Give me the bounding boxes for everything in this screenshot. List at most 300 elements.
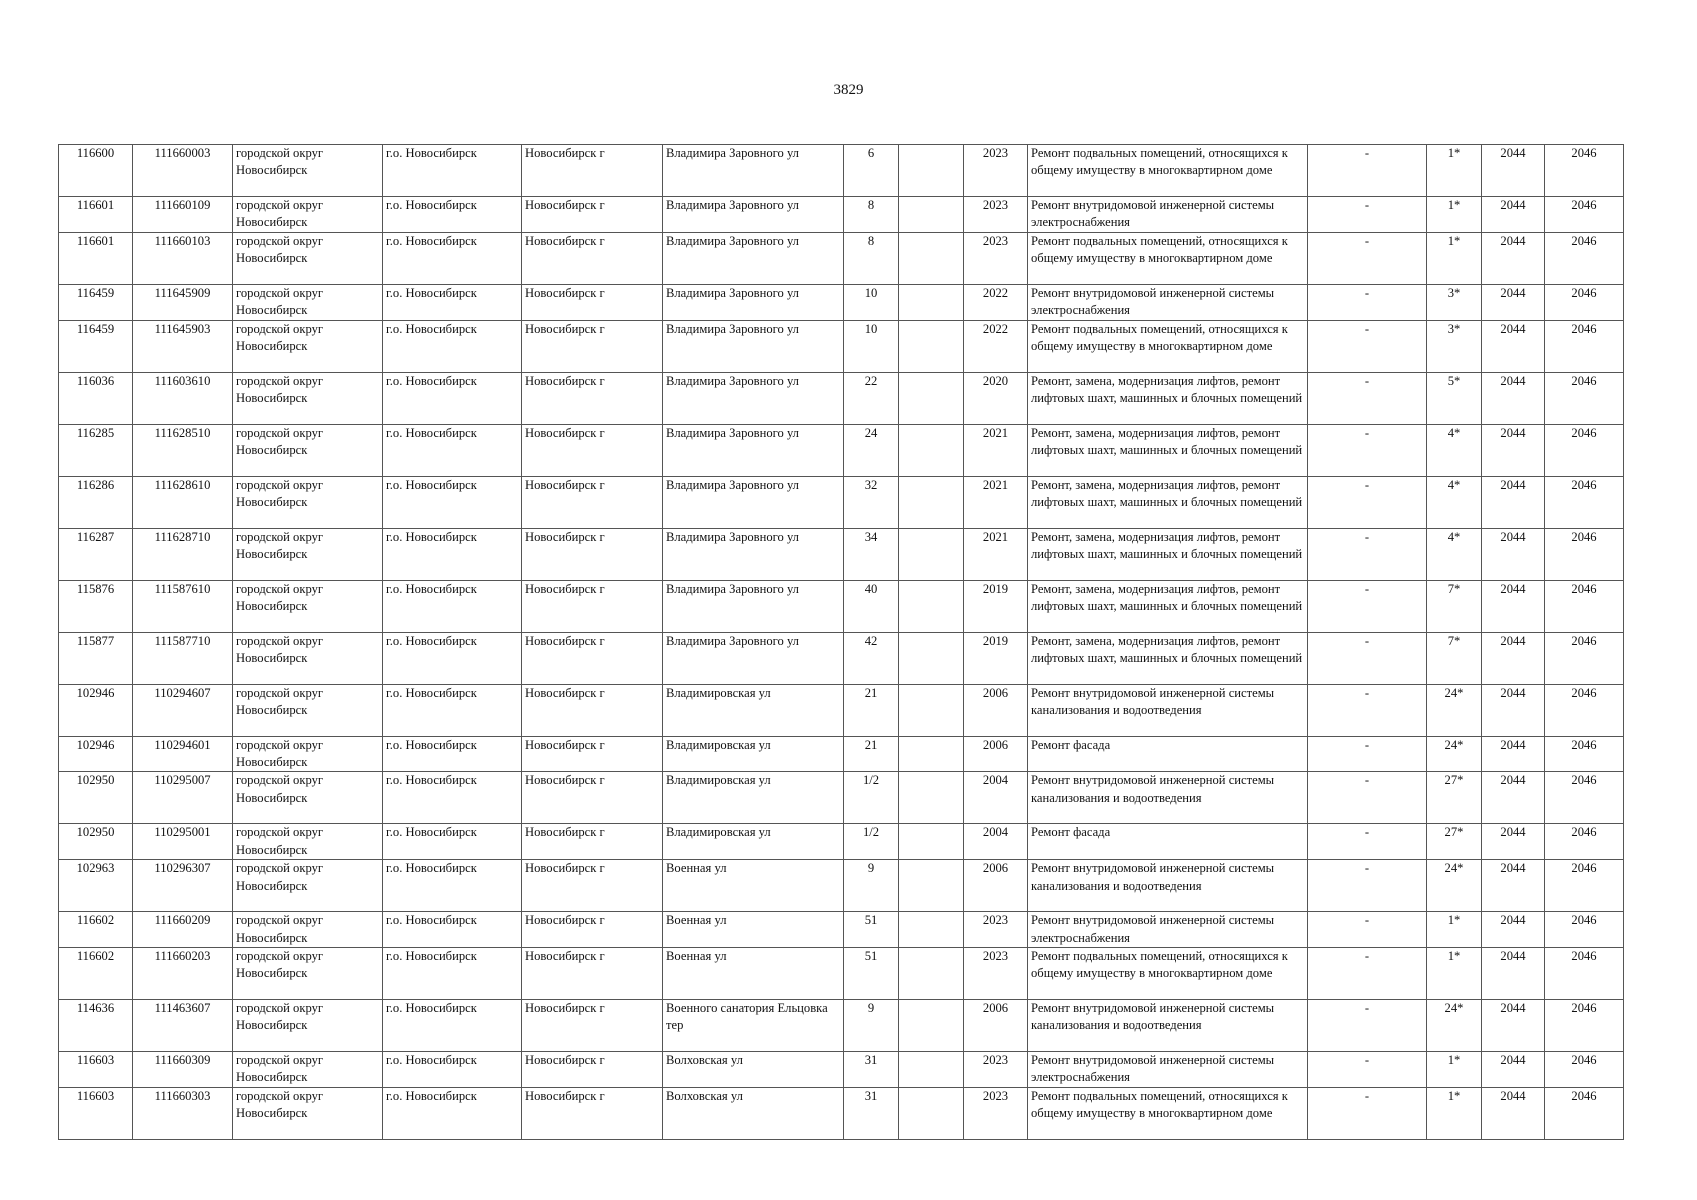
cell-district: г.о. Новосибирск xyxy=(383,145,522,197)
cell-record-id: 116286 xyxy=(59,476,133,528)
cell-end-year: 2046 xyxy=(1545,580,1624,632)
cell-municipality: городской округ Новосибирск xyxy=(233,684,383,736)
cell-settlement: Новосибирск г xyxy=(522,145,663,197)
cell-house-number: 32 xyxy=(844,476,899,528)
cell-settlement: Новосибирск г xyxy=(522,1052,663,1088)
cell-street: Владимира Заровного ул xyxy=(663,528,844,580)
cell-value-dash: - xyxy=(1308,145,1427,197)
cell-value-dash: - xyxy=(1308,736,1427,772)
cell-building xyxy=(899,736,964,772)
cell-district: г.о. Новосибирск xyxy=(383,197,522,233)
cell-district: г.о. Новосибирск xyxy=(383,320,522,372)
cell-street: Владимира Заровного ул xyxy=(663,320,844,372)
cell-building xyxy=(899,824,964,860)
cell-count: 7* xyxy=(1427,632,1482,684)
cell-record-id: 116459 xyxy=(59,320,133,372)
cell-count: 4* xyxy=(1427,476,1482,528)
cell-work-type: Ремонт, замена, модернизация лифтов, ремонт лифтовых шахт, машинных и блочных помещений xyxy=(1028,528,1308,580)
cell-street: Владимира Заровного ул xyxy=(663,580,844,632)
cell-house-number: 24 xyxy=(844,424,899,476)
cell-year: 2023 xyxy=(964,232,1028,284)
cell-settlement: Новосибирск г xyxy=(522,528,663,580)
cell-count: 7* xyxy=(1427,580,1482,632)
cell-record-id: 115877 xyxy=(59,632,133,684)
cell-count: 4* xyxy=(1427,528,1482,580)
cell-work-type: Ремонт подвальных помещений, относящихся к общему имуществу в многоквартирном доме xyxy=(1028,320,1308,372)
table-row xyxy=(59,320,1624,372)
table-row xyxy=(59,948,1624,1000)
cell-street: Волховская ул xyxy=(663,1052,844,1088)
cell-settlement: Новосибирск г xyxy=(522,424,663,476)
table-row xyxy=(59,424,1624,476)
table-row xyxy=(59,824,1624,860)
cell-value-dash: - xyxy=(1308,476,1427,528)
cell-building xyxy=(899,424,964,476)
cell-district: г.о. Новосибирск xyxy=(383,580,522,632)
cell-record-id: 116601 xyxy=(59,232,133,284)
cell-street: Владимира Заровного ул xyxy=(663,632,844,684)
cell-municipality: городской округ Новосибирск xyxy=(233,824,383,860)
cell-work-type: Ремонт, замена, модернизация лифтов, ремонт лифтовых шахт, машинных и блочных помещений xyxy=(1028,632,1308,684)
cell-work-code: 110294601 xyxy=(133,736,233,772)
cell-work-type: Ремонт внутридомовой инженерной системы электроснабжения xyxy=(1028,1052,1308,1088)
cell-record-id: 102946 xyxy=(59,684,133,736)
cell-start-year: 2044 xyxy=(1482,1052,1545,1088)
cell-municipality: городской округ Новосибирск xyxy=(233,476,383,528)
cell-work-code: 111463607 xyxy=(133,1000,233,1052)
cell-work-code: 111645903 xyxy=(133,320,233,372)
table-row xyxy=(59,632,1624,684)
cell-value-dash: - xyxy=(1308,1052,1427,1088)
cell-end-year: 2046 xyxy=(1545,528,1624,580)
cell-end-year: 2046 xyxy=(1545,424,1624,476)
cell-start-year: 2044 xyxy=(1482,528,1545,580)
cell-house-number: 8 xyxy=(844,197,899,233)
cell-work-code: 110295007 xyxy=(133,772,233,824)
cell-year: 2019 xyxy=(964,632,1028,684)
cell-start-year: 2044 xyxy=(1482,197,1545,233)
cell-house-number: 10 xyxy=(844,284,899,320)
cell-municipality: городской округ Новосибирск xyxy=(233,948,383,1000)
cell-start-year: 2044 xyxy=(1482,824,1545,860)
cell-street: Владимира Заровного ул xyxy=(663,145,844,197)
cell-start-year: 2044 xyxy=(1482,1087,1545,1139)
cell-district: г.о. Новосибирск xyxy=(383,948,522,1000)
cell-municipality: городской округ Новосибирск xyxy=(233,736,383,772)
table-row xyxy=(59,684,1624,736)
cell-street: Владимировская ул xyxy=(663,736,844,772)
cell-settlement: Новосибирск г xyxy=(522,824,663,860)
cell-year: 2023 xyxy=(964,145,1028,197)
cell-municipality: городской округ Новосибирск xyxy=(233,772,383,824)
cell-record-id: 116285 xyxy=(59,424,133,476)
cell-street: Владимира Заровного ул xyxy=(663,232,844,284)
page-number: 3829 xyxy=(833,82,864,98)
table-row xyxy=(59,580,1624,632)
cell-work-type: Ремонт внутридомовой инженерной системы канализования и водоотведения xyxy=(1028,860,1308,912)
cell-end-year: 2046 xyxy=(1545,824,1624,860)
cell-district: г.о. Новосибирск xyxy=(383,912,522,948)
cell-settlement: Новосибирск г xyxy=(522,580,663,632)
cell-municipality: городской округ Новосибирск xyxy=(233,912,383,948)
cell-house-number: 42 xyxy=(844,632,899,684)
cell-settlement: Новосибирск г xyxy=(522,736,663,772)
cell-district: г.о. Новосибирск xyxy=(383,424,522,476)
cell-record-id: 116036 xyxy=(59,372,133,424)
cell-record-id: 102950 xyxy=(59,824,133,860)
cell-value-dash: - xyxy=(1308,232,1427,284)
cell-end-year: 2046 xyxy=(1545,476,1624,528)
cell-end-year: 2046 xyxy=(1545,197,1624,233)
cell-value-dash: - xyxy=(1308,528,1427,580)
cell-end-year: 2046 xyxy=(1545,1052,1624,1088)
cell-start-year: 2044 xyxy=(1482,860,1545,912)
cell-street: Военная ул xyxy=(663,860,844,912)
cell-count: 1* xyxy=(1427,232,1482,284)
cell-district: г.о. Новосибирск xyxy=(383,372,522,424)
cell-house-number: 9 xyxy=(844,860,899,912)
cell-value-dash: - xyxy=(1308,424,1427,476)
table-row xyxy=(59,860,1624,912)
cell-year: 2006 xyxy=(964,736,1028,772)
cell-start-year: 2044 xyxy=(1482,372,1545,424)
cell-record-id: 114636 xyxy=(59,1000,133,1052)
cell-house-number: 21 xyxy=(844,736,899,772)
cell-end-year: 2046 xyxy=(1545,912,1624,948)
cell-municipality: городской округ Новосибирск xyxy=(233,232,383,284)
cell-count: 24* xyxy=(1427,736,1482,772)
cell-municipality: городской округ Новосибирск xyxy=(233,860,383,912)
table-row xyxy=(59,1087,1624,1139)
cell-start-year: 2044 xyxy=(1482,232,1545,284)
cell-work-type: Ремонт подвальных помещений, относящихся к общему имуществу в многоквартирном доме xyxy=(1028,948,1308,1000)
cell-house-number: 1/2 xyxy=(844,772,899,824)
cell-record-id: 116459 xyxy=(59,284,133,320)
cell-work-code: 110294607 xyxy=(133,684,233,736)
cell-district: г.о. Новосибирск xyxy=(383,1052,522,1088)
cell-count: 3* xyxy=(1427,320,1482,372)
cell-building xyxy=(899,1087,964,1139)
cell-count: 27* xyxy=(1427,772,1482,824)
cell-building xyxy=(899,372,964,424)
cell-start-year: 2044 xyxy=(1482,632,1545,684)
cell-value-dash: - xyxy=(1308,860,1427,912)
cell-municipality: городской округ Новосибирск xyxy=(233,372,383,424)
cell-start-year: 2044 xyxy=(1482,424,1545,476)
cell-street: Владимира Заровного ул xyxy=(663,284,844,320)
cell-building xyxy=(899,232,964,284)
cell-work-code: 111628610 xyxy=(133,476,233,528)
cell-work-code: 111603610 xyxy=(133,372,233,424)
cell-count: 1* xyxy=(1427,1087,1482,1139)
cell-end-year: 2046 xyxy=(1545,145,1624,197)
table-row xyxy=(59,1052,1624,1088)
cell-district: г.о. Новосибирск xyxy=(383,1000,522,1052)
cell-year: 2004 xyxy=(964,772,1028,824)
cell-work-code: 111628510 xyxy=(133,424,233,476)
cell-house-number: 31 xyxy=(844,1087,899,1139)
cell-settlement: Новосибирск г xyxy=(522,320,663,372)
cell-count: 24* xyxy=(1427,860,1482,912)
table-row xyxy=(59,145,1624,197)
cell-work-type: Ремонт внутридомовой инженерной системы электроснабжения xyxy=(1028,912,1308,948)
cell-street: Владимировская ул xyxy=(663,824,844,860)
cell-end-year: 2046 xyxy=(1545,948,1624,1000)
cell-settlement: Новосибирск г xyxy=(522,1000,663,1052)
cell-building xyxy=(899,145,964,197)
cell-work-code: 111645909 xyxy=(133,284,233,320)
cell-value-dash: - xyxy=(1308,824,1427,860)
cell-house-number: 40 xyxy=(844,580,899,632)
cell-building xyxy=(899,912,964,948)
cell-end-year: 2046 xyxy=(1545,320,1624,372)
cell-value-dash: - xyxy=(1308,580,1427,632)
cell-work-code: 110295001 xyxy=(133,824,233,860)
cell-district: г.о. Новосибирск xyxy=(383,284,522,320)
cell-record-id: 116602 xyxy=(59,948,133,1000)
cell-count: 1* xyxy=(1427,912,1482,948)
cell-building xyxy=(899,772,964,824)
cell-municipality: городской округ Новосибирск xyxy=(233,1000,383,1052)
cell-start-year: 2044 xyxy=(1482,772,1545,824)
cell-settlement: Новосибирск г xyxy=(522,232,663,284)
cell-year: 2023 xyxy=(964,1052,1028,1088)
cell-municipality: городской округ Новосибирск xyxy=(233,197,383,233)
cell-record-id: 116603 xyxy=(59,1052,133,1088)
cell-start-year: 2044 xyxy=(1482,145,1545,197)
cell-building xyxy=(899,860,964,912)
cell-year: 2022 xyxy=(964,284,1028,320)
cell-district: г.о. Новосибирск xyxy=(383,824,522,860)
cell-house-number: 51 xyxy=(844,948,899,1000)
table-row xyxy=(59,912,1624,948)
cell-work-code: 111660209 xyxy=(133,912,233,948)
cell-street: Военная ул xyxy=(663,912,844,948)
cell-house-number: 31 xyxy=(844,1052,899,1088)
cell-building xyxy=(899,476,964,528)
cell-street: Военного санатория Ельцовка тер xyxy=(663,1000,844,1052)
cell-street: Владимировская ул xyxy=(663,772,844,824)
cell-work-type: Ремонт, замена, модернизация лифтов, ремонт лифтовых шахт, машинных и блочных помещений xyxy=(1028,580,1308,632)
cell-year: 2006 xyxy=(964,1000,1028,1052)
cell-start-year: 2044 xyxy=(1482,684,1545,736)
cell-building xyxy=(899,632,964,684)
cell-count: 1* xyxy=(1427,948,1482,1000)
cell-year: 2021 xyxy=(964,476,1028,528)
cell-year: 2019 xyxy=(964,580,1028,632)
cell-end-year: 2046 xyxy=(1545,372,1624,424)
cell-year: 2023 xyxy=(964,948,1028,1000)
cell-start-year: 2044 xyxy=(1482,476,1545,528)
cell-street: Военная ул xyxy=(663,948,844,1000)
cell-year: 2021 xyxy=(964,424,1028,476)
cell-end-year: 2046 xyxy=(1545,772,1624,824)
cell-district: г.о. Новосибирск xyxy=(383,1087,522,1139)
cell-year: 2020 xyxy=(964,372,1028,424)
table-row xyxy=(59,772,1624,824)
cell-street: Владимировская ул xyxy=(663,684,844,736)
cell-end-year: 2046 xyxy=(1545,736,1624,772)
cell-settlement: Новосибирск г xyxy=(522,284,663,320)
cell-building xyxy=(899,948,964,1000)
cell-municipality: городской округ Новосибирск xyxy=(233,528,383,580)
table-row xyxy=(59,528,1624,580)
cell-settlement: Новосибирск г xyxy=(522,372,663,424)
cell-year: 2023 xyxy=(964,912,1028,948)
cell-district: г.о. Новосибирск xyxy=(383,632,522,684)
cell-municipality: городской округ Новосибирск xyxy=(233,145,383,197)
cell-end-year: 2046 xyxy=(1545,684,1624,736)
cell-work-type: Ремонт, замена, модернизация лифтов, ремонт лифтовых шахт, машинных и блочных помещений xyxy=(1028,476,1308,528)
cell-street: Владимира Заровного ул xyxy=(663,197,844,233)
cell-building xyxy=(899,284,964,320)
cell-district: г.о. Новосибирск xyxy=(383,684,522,736)
cell-value-dash: - xyxy=(1308,320,1427,372)
table-row xyxy=(59,736,1624,772)
cell-district: г.о. Новосибирск xyxy=(383,860,522,912)
cell-house-number: 6 xyxy=(844,145,899,197)
cell-settlement: Новосибирск г xyxy=(522,1087,663,1139)
cell-start-year: 2044 xyxy=(1482,1000,1545,1052)
cell-settlement: Новосибирск г xyxy=(522,197,663,233)
cell-value-dash: - xyxy=(1308,772,1427,824)
cell-municipality: городской округ Новосибирск xyxy=(233,1087,383,1139)
cell-building xyxy=(899,197,964,233)
cell-street: Владимира Заровного ул xyxy=(663,476,844,528)
table-row xyxy=(59,1000,1624,1052)
cell-street: Волховская ул xyxy=(663,1087,844,1139)
cell-value-dash: - xyxy=(1308,1000,1427,1052)
cell-house-number: 34 xyxy=(844,528,899,580)
cell-value-dash: - xyxy=(1308,1087,1427,1139)
cell-record-id: 116287 xyxy=(59,528,133,580)
cell-district: г.о. Новосибирск xyxy=(383,476,522,528)
cell-record-id: 116603 xyxy=(59,1087,133,1139)
cell-start-year: 2044 xyxy=(1482,580,1545,632)
cell-street: Владимира Заровного ул xyxy=(663,372,844,424)
cell-district: г.о. Новосибирск xyxy=(383,772,522,824)
cell-count: 1* xyxy=(1427,145,1482,197)
cell-record-id: 116600 xyxy=(59,145,133,197)
cell-value-dash: - xyxy=(1308,912,1427,948)
cell-end-year: 2046 xyxy=(1545,284,1624,320)
cell-count: 27* xyxy=(1427,824,1482,860)
cell-record-id: 116602 xyxy=(59,912,133,948)
cell-year: 2023 xyxy=(964,1087,1028,1139)
cell-work-code: 111660003 xyxy=(133,145,233,197)
cell-value-dash: - xyxy=(1308,684,1427,736)
cell-district: г.о. Новосибирск xyxy=(383,736,522,772)
cell-work-code: 111587610 xyxy=(133,580,233,632)
cell-count: 5* xyxy=(1427,372,1482,424)
cell-count: 24* xyxy=(1427,1000,1482,1052)
table-row xyxy=(59,476,1624,528)
cell-count: 1* xyxy=(1427,1052,1482,1088)
cell-building xyxy=(899,580,964,632)
cell-record-id: 115876 xyxy=(59,580,133,632)
repair-register-table xyxy=(58,144,1624,1140)
cell-year: 2006 xyxy=(964,684,1028,736)
cell-work-code: 111660309 xyxy=(133,1052,233,1088)
cell-count: 3* xyxy=(1427,284,1482,320)
cell-work-type: Ремонт внутридомовой инженерной системы канализования и водоотведения xyxy=(1028,684,1308,736)
cell-house-number: 1/2 xyxy=(844,824,899,860)
table-row xyxy=(59,232,1624,284)
cell-value-dash: - xyxy=(1308,197,1427,233)
cell-settlement: Новосибирск г xyxy=(522,632,663,684)
cell-end-year: 2046 xyxy=(1545,860,1624,912)
cell-work-code: 111660303 xyxy=(133,1087,233,1139)
cell-end-year: 2046 xyxy=(1545,632,1624,684)
cell-house-number: 9 xyxy=(844,1000,899,1052)
cell-work-code: 111660203 xyxy=(133,948,233,1000)
cell-work-type: Ремонт подвальных помещений, относящихся к общему имуществу в многоквартирном доме xyxy=(1028,145,1308,197)
cell-building xyxy=(899,1052,964,1088)
cell-start-year: 2044 xyxy=(1482,948,1545,1000)
cell-municipality: городской округ Новосибирск xyxy=(233,320,383,372)
cell-start-year: 2044 xyxy=(1482,736,1545,772)
cell-start-year: 2044 xyxy=(1482,284,1545,320)
cell-work-type: Ремонт подвальных помещений, относящихся к общему имуществу в многоквартирном доме xyxy=(1028,1087,1308,1139)
cell-street: Владимира Заровного ул xyxy=(663,424,844,476)
cell-work-type: Ремонт подвальных помещений, относящихся к общему имуществу в многоквартирном доме xyxy=(1028,232,1308,284)
cell-municipality: городской округ Новосибирск xyxy=(233,580,383,632)
cell-work-code: 111660103 xyxy=(133,232,233,284)
cell-count: 4* xyxy=(1427,424,1482,476)
cell-value-dash: - xyxy=(1308,948,1427,1000)
cell-record-id: 102946 xyxy=(59,736,133,772)
cell-count: 24* xyxy=(1427,684,1482,736)
cell-year: 2022 xyxy=(964,320,1028,372)
cell-value-dash: - xyxy=(1308,632,1427,684)
cell-building xyxy=(899,320,964,372)
cell-settlement: Новосибирск г xyxy=(522,684,663,736)
cell-settlement: Новосибирск г xyxy=(522,476,663,528)
cell-house-number: 8 xyxy=(844,232,899,284)
cell-year: 2006 xyxy=(964,860,1028,912)
cell-record-id: 116601 xyxy=(59,197,133,233)
cell-end-year: 2046 xyxy=(1545,232,1624,284)
cell-work-code: 111660109 xyxy=(133,197,233,233)
cell-start-year: 2044 xyxy=(1482,912,1545,948)
cell-work-code: 111587710 xyxy=(133,632,233,684)
cell-work-type: Ремонт, замена, модернизация лифтов, ремонт лифтовых шахт, машинных и блочных помещений xyxy=(1028,372,1308,424)
cell-year: 2021 xyxy=(964,528,1028,580)
cell-work-code: 110296307 xyxy=(133,860,233,912)
cell-building xyxy=(899,528,964,580)
cell-work-type: Ремонт внутридомовой инженерной системы канализования и водоотведения xyxy=(1028,772,1308,824)
cell-work-type: Ремонт внутридомовой инженерной системы электроснабжения xyxy=(1028,197,1308,233)
cell-work-type: Ремонт внутридомовой инженерной системы электроснабжения xyxy=(1028,284,1308,320)
table-row xyxy=(59,197,1624,233)
cell-year: 2004 xyxy=(964,824,1028,860)
cell-work-type: Ремонт фасада xyxy=(1028,736,1308,772)
cell-record-id: 102950 xyxy=(59,772,133,824)
cell-municipality: городской округ Новосибирск xyxy=(233,424,383,476)
cell-house-number: 10 xyxy=(844,320,899,372)
cell-settlement: Новосибирск г xyxy=(522,860,663,912)
table-row xyxy=(59,284,1624,320)
cell-work-code: 111628710 xyxy=(133,528,233,580)
cell-settlement: Новосибирск г xyxy=(522,912,663,948)
cell-settlement: Новосибирск г xyxy=(522,772,663,824)
cell-municipality: городской округ Новосибирск xyxy=(233,632,383,684)
cell-work-type: Ремонт внутридомовой инженерной системы канализования и водоотведения xyxy=(1028,1000,1308,1052)
cell-record-id: 102963 xyxy=(59,860,133,912)
cell-municipality: городской округ Новосибирск xyxy=(233,1052,383,1088)
cell-building xyxy=(899,684,964,736)
cell-house-number: 51 xyxy=(844,912,899,948)
